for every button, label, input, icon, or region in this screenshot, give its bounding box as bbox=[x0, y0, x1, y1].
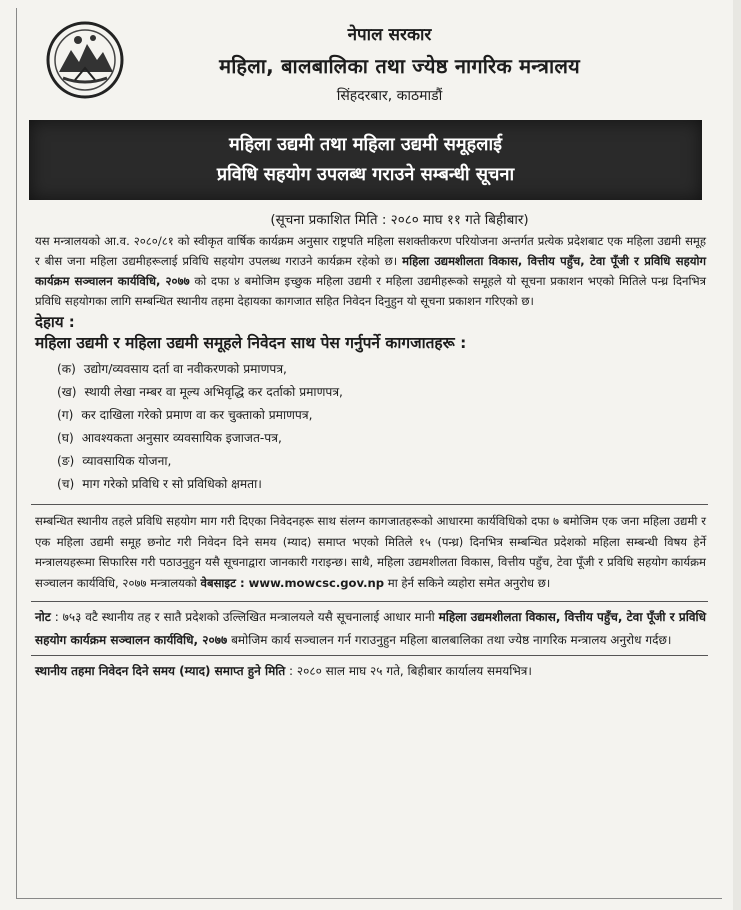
note-text-2: बमोजिम कार्य सञ्चालन गर्न गराउनुहुन महिला बालबालिका तथा ज्येष्ठ नागरिक मन्त्रालय अनुरोध गर्दछ। bbox=[231, 632, 672, 647]
section-divider bbox=[31, 655, 708, 656]
list-marker: (ङ) bbox=[57, 454, 75, 468]
section-divider bbox=[31, 601, 708, 602]
list-item-text: कर दाखिला गरेको प्रमाण वा कर चुक्ताको प्रमाणपत्र, bbox=[81, 408, 313, 422]
notice-title-line1: महिला उद्यमी तथा महिला उद्यमी समूहलाई bbox=[229, 134, 502, 155]
list-item bbox=[57, 358, 722, 381]
list-marker: (च) bbox=[57, 477, 75, 491]
list-item-text: स्थायी लेखा नम्बर वा मूल्य अभिवृद्धि कर दर्ताको प्रमाणपत्र, bbox=[84, 385, 343, 399]
notice-title-line2: प्रविधि सहयोग उपलब्ध गराउने सम्बन्धी सूचना bbox=[216, 164, 515, 185]
documents-heading: महिला उद्यमी र महिला उद्यमी समूहले निवेदन साथ पेस गर्नुपर्ने कागजातहरू : bbox=[35, 334, 467, 352]
list-item-text: आवश्यकता अनुसार व्यवसायिक इजाजत-पत्र, bbox=[81, 431, 282, 445]
deadline-text: : २०८० साल माघ २५ गते, बिहीबार कार्यालय समयभित्र। bbox=[289, 664, 532, 678]
website-link[interactable]: वेबसाइट : www.mowcsc.gov.np bbox=[200, 575, 385, 590]
list-item bbox=[57, 450, 722, 473]
deadline-label: स्थानीय तहमा निवेदन दिने समय (म्याद) समाप्त हुने मिति bbox=[35, 664, 286, 678]
dehay-label: देहाय : bbox=[35, 313, 75, 331]
notice-header bbox=[17, 8, 722, 114]
deadline-paragraph bbox=[35, 660, 706, 682]
list-item bbox=[57, 404, 722, 427]
intro-text-1: यस मन्त्रालयको आ.व. २०८०/८१ को स्वीकृत वार्षिक कार्यक्रम अनुसार राष्ट्रपति महिला सशक्तीकरण परियोजना अन्तर्गत प्रत्येक प्रदेशबाट एक महिला उद्यमी समूह र बीस जना महिला उद्यमीहरूलाई प्रविधि सहयोग उपलब्ध गराउने कार्यक्रम रहेको छ। bbox=[35, 234, 706, 268]
intro-bold-procedure: महिला उद्यमशीलता विकास, वित्तीय पहुँच, टेवा पूँजी र प्रविधि सहयोग कार्यक्रम सञ्चालन कार्यविधि, २०७७ bbox=[35, 254, 706, 288]
intro-paragraph bbox=[35, 231, 706, 311]
list-item-text: माग गरेको प्रविधि र सो प्रविधिको क्षमता। bbox=[82, 477, 262, 491]
list-item bbox=[57, 473, 722, 496]
list-item-text: उद्योग/व्यवसाय दर्ता वा नवीकरणको प्रमाणपत्र, bbox=[83, 362, 287, 376]
ministry-name: महिला, बालबालिका तथा ज्येष्ठ नागरिक मन्त्रालय bbox=[219, 54, 580, 78]
list-marker: (क) bbox=[57, 362, 76, 376]
public-notice bbox=[16, 8, 722, 899]
instructions-text-2: मा हेर्न सकिने व्यहोरा समेत अनुरोध छ। bbox=[387, 575, 551, 590]
instructions-paragraph bbox=[35, 511, 706, 593]
page-edge bbox=[733, 0, 741, 910]
list-item bbox=[57, 381, 722, 404]
list-item-text: व्यावसायिक योजना, bbox=[82, 454, 172, 468]
instructions-text-1: सम्बन्धित स्थानीय तहले प्रविधि सहयोग माग गरी दिएका निवेदनहरू साथ संलग्न कागजातहरूको आधारमा कार्यविधिको दफा ७ बमोजिम एक जना महिला उद्यमी र एक महिला उद्यमी समूह छनोट गरी निवेदन दिने समय (म्याद) समाप्त भएको मितिले १५ (पन्ध्र) दिनभित्र सम्बन्धित प्रदेशको महिला सम्बन्धी विषय हेर्ने मन्त्रालयहरूमा सिफारिस गरी पठाउनुहुन यसै सूचनाद्वारा जानकारी गराइन्छ। साथै, महिला उद्यमशीलता विकास, वित्तीय पहुँच, टेवा पूँजी र प्रविधि सहयोग कार्यक्रम सञ्चालन कार्यविधि, २०७७ मन्त्रालयको bbox=[35, 514, 706, 590]
note-label: नोट bbox=[35, 610, 51, 624]
note-text-1: : ७५३ वटै स्थानीय तह र सातै प्रदेशको उल्लिखित मन्त्रालयले यसै सूचनालाई आधार मानी bbox=[54, 610, 435, 624]
note-bold-procedure: महिला उद्यमशीलता विकास, वित्तीय पहुँच, टेवा पूँजी र प्रविधि सहयोग कार्यक्रम सञ्चालन कार्यविधि, २०७७ bbox=[35, 610, 706, 647]
note-paragraph bbox=[35, 606, 706, 651]
ministry-location: सिंहदरबार, काठमाडौं bbox=[336, 88, 443, 104]
list-marker: (ख) bbox=[57, 385, 77, 399]
intro-text-2: को दफा ४ बमोजिम इच्छुक महिला उद्यमी र महिला उद्यमीहरूको समूहले यो सूचना प्रकाशन भएको मितिले पन्ध्र दिनभित्र प्रविधि सहयोगका लागि सम्बन्धित स्थानीय तहमा देहायका कागजात सहित निवेदन दिनुहुन यो सूचना प्रकाशन गरिएको छ। bbox=[35, 274, 706, 308]
publication-date: (सूचना प्रकाशित मिति : २०८० माघ ११ गते बिहीबार) bbox=[270, 212, 529, 228]
section-divider bbox=[31, 504, 708, 505]
notice-title-banner bbox=[29, 120, 702, 200]
government-name: नेपाल सरकार bbox=[347, 25, 432, 45]
list-item bbox=[57, 427, 722, 450]
list-marker: (ग) bbox=[57, 408, 74, 422]
list-marker: (घ) bbox=[57, 431, 74, 445]
documents-list bbox=[57, 358, 722, 496]
